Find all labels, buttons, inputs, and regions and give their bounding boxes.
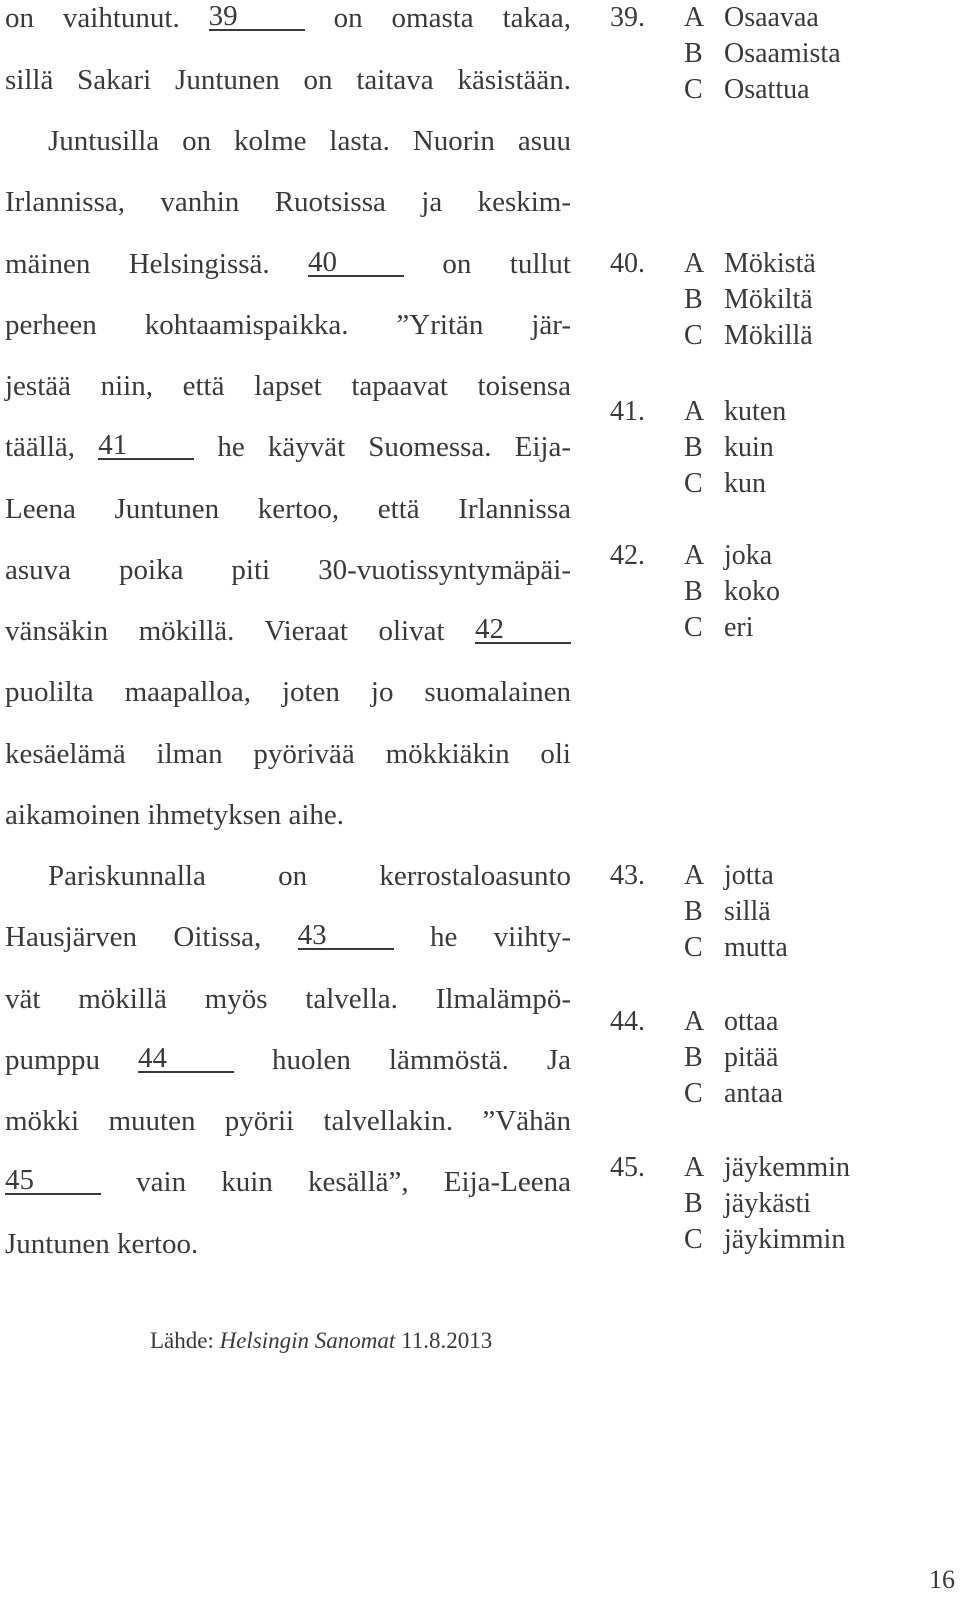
option-text: pitää	[724, 1042, 779, 1073]
article-line: puolilta maapalloa, joten jo suomalainen	[5, 676, 571, 708]
option-text: jotta	[724, 860, 774, 891]
option-text: jäykästi	[724, 1188, 812, 1219]
line-text: he viihty-	[429, 921, 572, 953]
option-letter: B	[684, 576, 703, 607]
article-line	[5, 429, 571, 465]
option-letter: A	[684, 540, 705, 571]
option-letter: C	[684, 468, 703, 499]
line-text: mäinen Helsingissä.	[5, 248, 270, 280]
article-line: Pariskunnalla on kerrostaloasunto	[48, 860, 571, 892]
option-text: Mökiltä	[724, 284, 813, 315]
option-letter: B	[684, 1042, 703, 1073]
source-label: Lähde:	[150, 1328, 214, 1353]
option-text: ottaa	[724, 1006, 779, 1037]
option-text: eri	[724, 612, 754, 643]
question-number: 42.	[610, 540, 645, 571]
question-number: 39.	[610, 2, 645, 33]
line-text: vänsäkin mökillä. Vieraat olivat	[5, 615, 445, 647]
option-letter: A	[684, 860, 705, 891]
option-text: kuten	[724, 396, 787, 427]
option-text: jäykimmin	[724, 1224, 846, 1255]
article-line	[5, 919, 571, 955]
option-letter: C	[684, 932, 703, 963]
line-text: he käyvät Suomessa. Eija-	[217, 431, 572, 463]
article-line: asuva poika piti 30-vuotissyntymäpäi-	[5, 554, 571, 586]
blank-40: 40	[308, 249, 404, 277]
article-line	[5, 613, 571, 649]
option-text: koko	[724, 576, 780, 607]
article-line: Juntunen kertoo.	[5, 1228, 199, 1260]
option-text: Osaavaa	[724, 2, 819, 33]
option-text: kuin	[724, 432, 774, 463]
blank-41: 41	[98, 432, 194, 460]
line-text: täällä,	[5, 431, 76, 463]
option-letter: B	[684, 284, 703, 315]
article-line: perheen kohtaamispaikka. ”Yritän jär-	[5, 309, 571, 341]
option-letter: C	[684, 612, 703, 643]
source-date: 11.8.2013	[401, 1328, 493, 1353]
question-40	[610, 246, 950, 354]
article-line	[5, 246, 571, 282]
option-letter: C	[684, 1078, 703, 1109]
line-text: pumppu	[5, 1044, 101, 1076]
page-number: 16	[929, 1565, 955, 1594]
option-letter: B	[684, 896, 703, 927]
source-publication: Helsingin Sanomat	[219, 1328, 396, 1353]
article-line: aikamoinen ihmetyksen aihe.	[5, 799, 345, 831]
article-line: jestää niin, että lapset tapaavat toisensa	[5, 370, 571, 402]
option-text: Mökistä	[724, 248, 816, 279]
blank-44: 44	[138, 1045, 234, 1073]
question-39	[610, 0, 950, 108]
option-letter: A	[684, 396, 705, 427]
option-text: Mökillä	[724, 320, 813, 351]
article-line: kesäelämä ilman pyörivää mökkiäkin oli	[5, 738, 571, 770]
article-line: mökki muuten pyörii talvellakin. ”Vähän	[5, 1105, 571, 1137]
option-letter: A	[684, 248, 705, 279]
line-text: huolen lämmöstä. Ja	[272, 1044, 572, 1076]
question-number: 45.	[610, 1152, 645, 1183]
question-number: 44.	[610, 1006, 645, 1037]
article-line	[5, 0, 571, 36]
option-letter: C	[684, 1224, 703, 1255]
line-text: vain kuin kesällä”, Eija-Leena	[136, 1166, 571, 1198]
question-43	[610, 858, 950, 966]
article-line: sillä Sakari Juntunen on taitava käsistään.	[5, 64, 571, 96]
option-text: Osattua	[724, 74, 810, 105]
blank-39: 39	[209, 3, 305, 31]
blank-43: 43	[298, 922, 394, 950]
source-citation	[150, 1326, 570, 1356]
article-line: Irlannissa, vanhin Ruotsissa ja keskim-	[5, 186, 571, 218]
question-number: 40.	[610, 248, 645, 279]
option-text: kun	[724, 468, 766, 499]
question-42	[610, 538, 950, 646]
blank-45: 45	[5, 1167, 101, 1195]
line-text: on vaihtunut.	[5, 2, 180, 34]
article-line	[5, 1164, 571, 1200]
option-letter: B	[684, 432, 703, 463]
article-line: vät mökillä myös talvella. Ilmalämpö-	[5, 983, 571, 1015]
option-text: sillä	[724, 896, 771, 927]
question-44	[610, 1004, 950, 1112]
article-line: Juntusilla on kolme lasta. Nuorin asuu	[48, 125, 571, 157]
question-number: 41.	[610, 396, 645, 427]
option-text: mutta	[724, 932, 788, 963]
blank-42: 42	[475, 616, 571, 644]
option-letter: A	[684, 1006, 705, 1037]
option-letter: C	[684, 74, 703, 105]
line-text: Hausjärven Oitissa,	[5, 921, 262, 953]
line-text: on omasta takaa,	[333, 2, 572, 34]
option-text: antaa	[724, 1078, 784, 1109]
option-letter: B	[684, 38, 703, 69]
question-45	[610, 1150, 950, 1258]
option-letter: B	[684, 1188, 703, 1219]
option-letter: A	[684, 2, 705, 33]
article-line	[5, 1042, 571, 1078]
option-text: jäykemmin	[724, 1152, 850, 1183]
article-line: Leena Juntunen kertoo, että Irlannissa	[5, 493, 571, 525]
question-41	[610, 394, 950, 502]
option-text: joka	[724, 540, 773, 571]
line-text: on tullut	[442, 248, 571, 280]
option-text: Osaamista	[724, 38, 841, 69]
option-letter: A	[684, 1152, 705, 1183]
question-number: 43.	[610, 860, 645, 891]
option-letter: C	[684, 320, 703, 351]
